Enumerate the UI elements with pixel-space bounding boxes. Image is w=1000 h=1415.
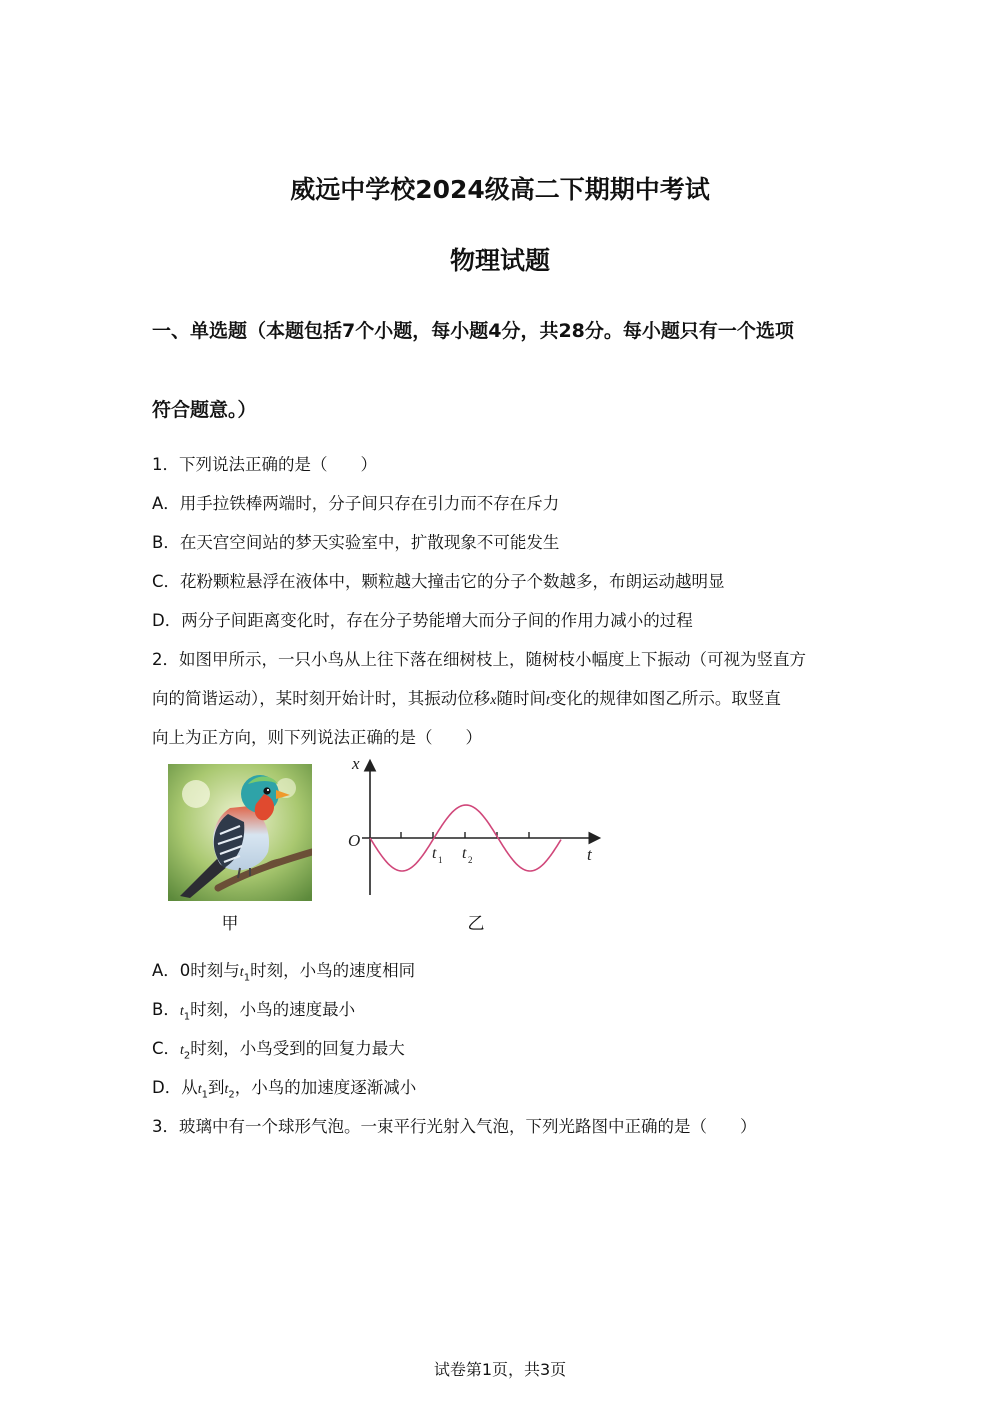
page-footer: 试卷第1页，共3页 [433,1360,567,1379]
question-2-stem-line2: 向的简谐运动），某时刻开始计时，其振动位移x随时间t变化的规律如图乙所示。取竖直 [152,689,781,708]
displacement-time-graph [340,752,610,902]
question-2-option-d: D．从$t_1$到$t_2$，小鸟的加速度逐渐减小 [152,1078,417,1101]
question-2-stem-line1: 2．如图甲所示，一只小鸟从上往下落在细树枝上，随树枝小幅度上下振动（可视为竖直方 [152,650,806,669]
question-1-option-b: B．在天宫空间站的梦天实验室中，扩散现象不可能发生 [152,533,560,552]
axis-x-label: x [352,754,360,773]
exam-subtitle: 物理试题 [449,246,550,275]
origin-label: O [348,831,361,850]
figure-caption-jia: 甲 [221,914,239,934]
question-2-option-a: A．0时刻与$t_1$时刻，小鸟的速度相同 [152,961,416,984]
question-2-stem-line3: 向上为正方向，则下列说法正确的是（ ） [152,728,482,747]
t1-label: t [432,845,437,862]
question-2-option-c: C．$t_2$时刻，小鸟受到的回复力最大 [152,1039,405,1062]
question-1-option-c: C．花粉颗粒悬浮在液体中，颗粒越大撞击它的分子个数越多，布朗运动越明显 [152,572,725,591]
question-3-stem: 3．玻璃中有一个球形气泡。一束平行光射入气泡，下列光路图中正确的是（ ） [152,1117,757,1136]
question-2-option-b: B．$t_1$时刻，小鸟的速度最小 [152,1000,356,1023]
axis-t-label: t [587,845,592,864]
question-1-option-a: A．用手拉铁棒两端时，分子间只存在引力而不存在斥力 [152,494,560,513]
t2-subscript: 2 [468,855,473,865]
question-1-option-d: D．两分子间距离变化时，存在分子势能增大而分子间的作用力减小的过程 [152,611,693,630]
t1-subscript: 1 [438,855,443,865]
section-heading-line2: 符合题意。） [152,399,257,421]
figure-caption-yi: 乙 [467,914,485,934]
question-1-stem: 1．下列说法正确的是（ ） [152,455,377,474]
t2-label: t [462,845,467,862]
exam-title: 威远中学校2024级高二下期期中考试 [290,175,710,204]
bird-image [168,764,312,901]
section-heading-line1: 一、单选题（本题包括7个小题，每小题4分，共28分。每小题只有一个选项 [152,320,794,342]
